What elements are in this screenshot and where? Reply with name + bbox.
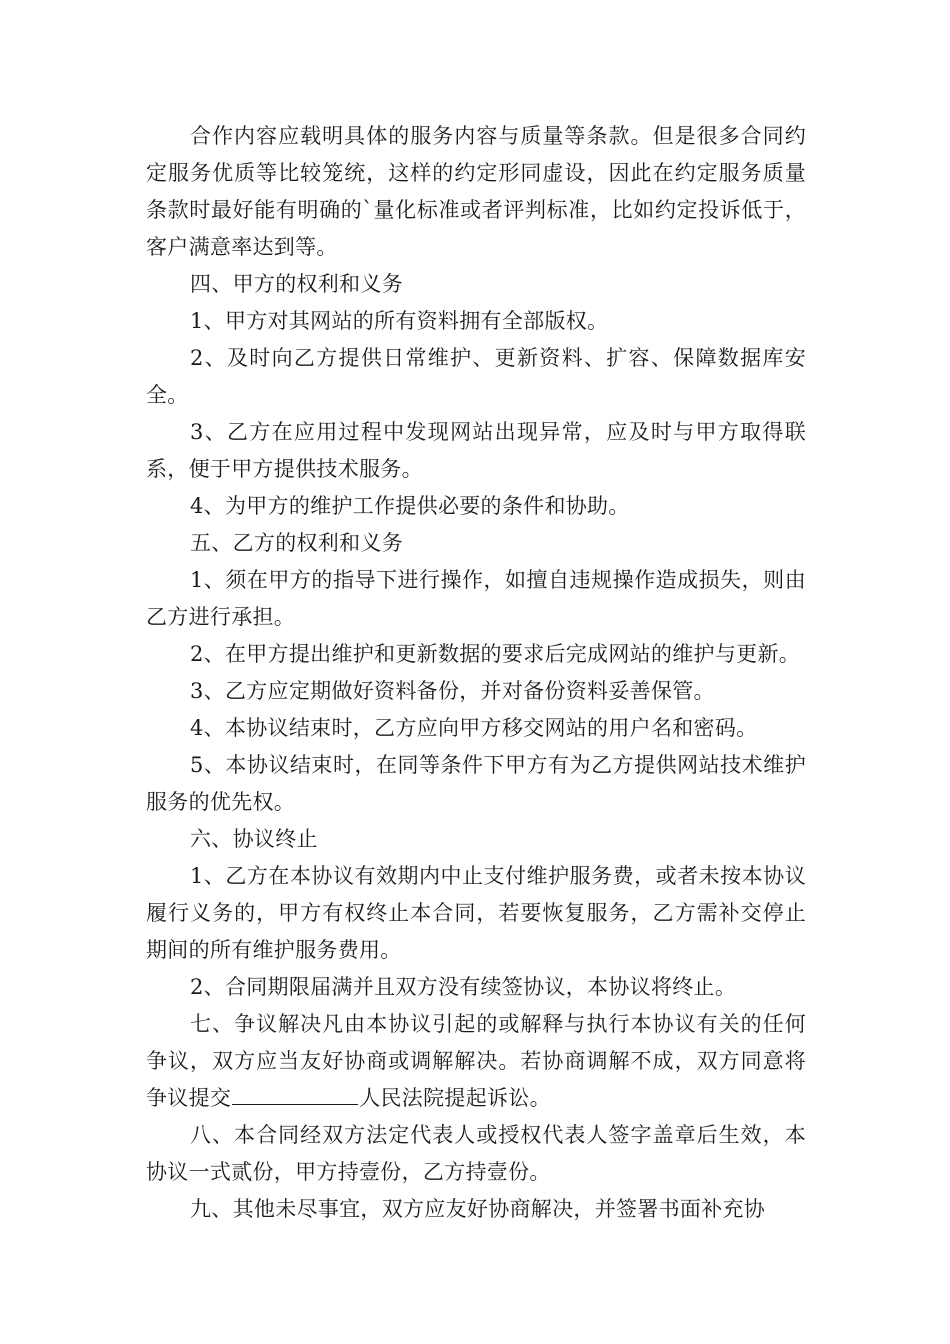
paragraph-b-2: 2、在甲方提出维护和更新数据的要求后完成网站的维护与更新。 xyxy=(190,642,801,666)
paragraph-a-2: 2、及时向乙方提供日常维护、更新资料、扩容、保障数据库安全。 xyxy=(146,346,806,407)
paragraph-service-quality: 合作内容应载明具体的服务内容与质量等条款。但是很多合同约定服务优质等比较笼统，这样的约定形同虚设，因此在约定服务质量条款时最好能有明确的`量化标准或者评判标准，比如约定投诉低于，客户满意率达到等。 xyxy=(146,124,806,259)
paragraph-termination-1: 1、乙方在本协议有效期内中止支付维护服务费，或者未按本协议履行义务的，甲方有权终止本合同，若要恢复服务，乙方需补交停止期间的所有维护服务费用。 xyxy=(146,864,806,962)
heading-party-a-rights: 四、甲方的权利和义务 xyxy=(190,272,403,296)
heading-termination: 六、协议终止 xyxy=(190,827,318,851)
paragraph-a-3: 3、乙方在应用过程中发现网站出现异常，应及时与甲方取得联系，便于甲方提供技术服务。 xyxy=(146,420,806,481)
paragraph-effective: 八、本合同经双方法定代表人或授权代表人签字盖章后生效，本协议一式贰份，甲方持壹份，乙方持壹份。 xyxy=(146,1123,806,1184)
heading-party-b-rights: 五、乙方的权利和义务 xyxy=(190,531,403,555)
paragraph-dispute xyxy=(146,1006,806,1117)
dispute-text-after: 人民法院提起诉讼。 xyxy=(359,1086,551,1110)
paragraph-b-3: 3、乙方应定期做好资料备份，并对备份资料妥善保管。 xyxy=(190,679,715,703)
paragraph-a-4: 4、为甲方的维护工作提供必要的条件和协助。 xyxy=(190,494,630,518)
document-body xyxy=(146,118,806,1228)
paragraph-termination-2: 2、合同期限届满并且双方没有续签协议，本协议将终止。 xyxy=(190,975,737,999)
paragraph-b-5: 5、本协议结束时，在同等条件下甲方有为乙方提供网站技术维护服务的优先权。 xyxy=(146,753,806,814)
paragraph-a-1: 1、甲方对其网站的所有资料拥有全部版权。 xyxy=(190,309,609,333)
dispute-text-before: 七、争议解决凡由本协议引起的或解释与执行本协议有关的任何争议，双方应当友好协商或调解解决。若协商调解不成，双方同意将争议提交 xyxy=(146,1012,806,1110)
paragraph-b-1: 1、须在甲方的指导下进行操作，如擅自违规操作造成损失，则由乙方进行承担。 xyxy=(146,568,806,629)
paragraph-b-4: 4、本协议结束时，乙方应向甲方移交网站的用户名和密码。 xyxy=(190,716,758,740)
paragraph-other-matters: 九、其他未尽事宜，双方应友好协商解决，并签署书面补充协 xyxy=(190,1197,766,1221)
court-name-blank xyxy=(232,1080,358,1105)
